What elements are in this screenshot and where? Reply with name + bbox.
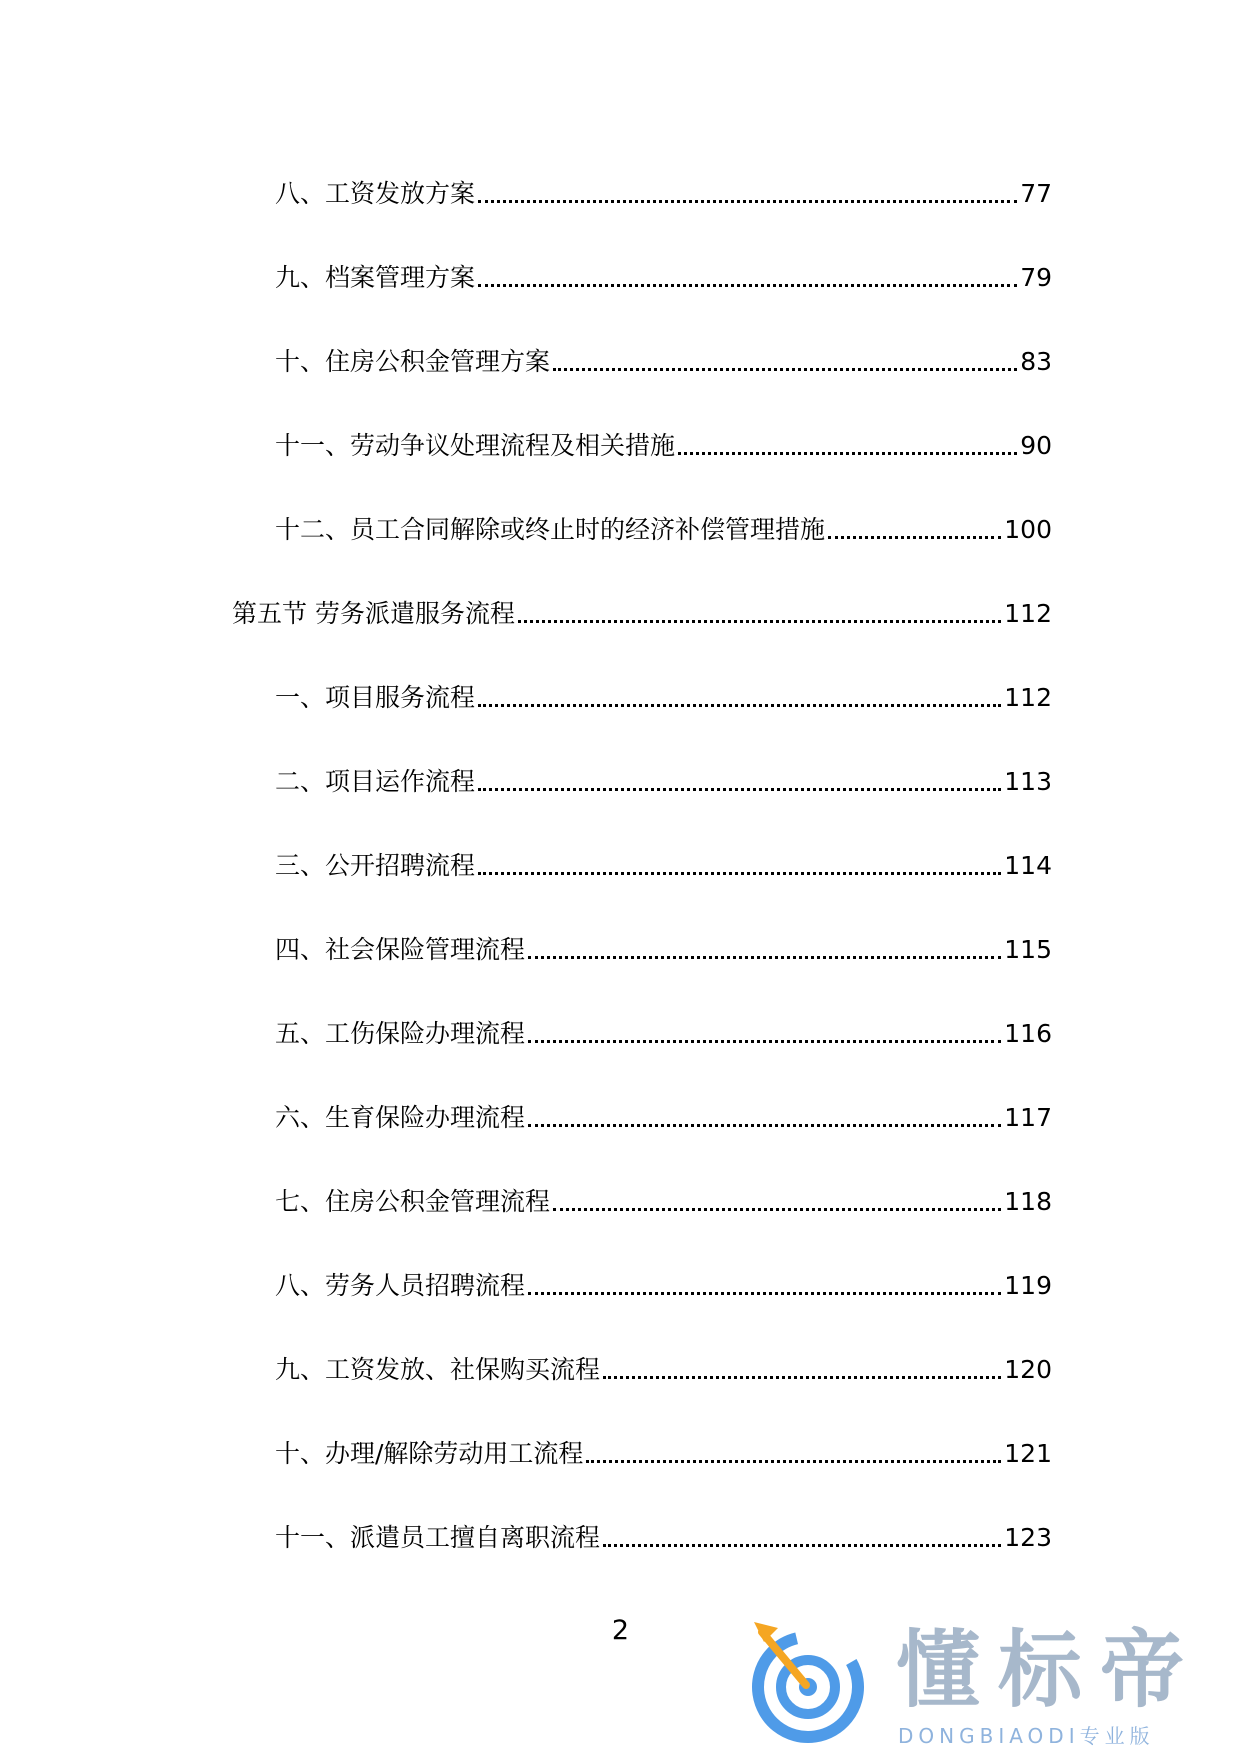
toc-entry-label: 第五节 劳务派遣服务流程: [232, 599, 515, 628]
dot-leader: [553, 1208, 1001, 1211]
dot-leader: [828, 536, 1001, 539]
toc-entry-page: 117: [1004, 1103, 1052, 1132]
dot-leader: [603, 1376, 1001, 1379]
dot-leader: [478, 872, 1001, 875]
toc-entry[interactable]: [275, 758, 1052, 798]
page-number: 2: [611, 1615, 630, 1646]
toc-entry-page: 118: [1004, 1187, 1052, 1216]
toc-entry-page: 77: [1020, 179, 1052, 208]
toc-entry-label: 一、项目服务流程: [275, 683, 476, 712]
toc-entry-label: 十、办理/解除劳动用工流程: [275, 1439, 584, 1468]
brand-subtitle: DONGBIAODI专业版: [898, 1724, 1155, 1748]
dot-leader: [478, 200, 1017, 203]
toc-entry-label: 九、档案管理方案: [275, 263, 476, 292]
toc-entry-label: 十二、员工合同解除或终止时的经济补偿管理措施: [275, 515, 826, 544]
toc-entry[interactable]: [275, 338, 1052, 378]
brand-name: 懂标帝: [896, 1621, 1203, 1719]
toc-entry-label: 三、公开招聘流程: [275, 851, 476, 880]
dot-leader: [586, 1460, 1001, 1463]
dot-leader: [603, 1544, 1001, 1547]
brand-watermark: [748, 1612, 1228, 1747]
toc-entry[interactable]: [275, 1262, 1052, 1302]
toc-entry[interactable]: [275, 422, 1052, 462]
toc-section-entry[interactable]: [232, 590, 1052, 630]
toc-entry[interactable]: [275, 842, 1052, 882]
toc-entry[interactable]: [275, 1346, 1052, 1386]
dot-leader: [478, 704, 1001, 707]
toc-entry-page: 120: [1004, 1355, 1052, 1384]
toc-entry-page: 100: [1004, 515, 1052, 544]
dot-leader: [528, 1124, 1001, 1127]
toc-entry[interactable]: [275, 674, 1052, 714]
toc-entry-page: 121: [1004, 1439, 1052, 1468]
toc-entry-label: 十一、派遣员工擅自离职流程: [275, 1523, 601, 1552]
target-arrow-icon: [748, 1612, 868, 1747]
toc-entry-label: 六、生育保险办理流程: [275, 1103, 526, 1132]
toc-entry[interactable]: [275, 1430, 1052, 1470]
toc-entry-label: 二、项目运作流程: [275, 767, 476, 796]
toc-entry-page: 114: [1004, 851, 1052, 880]
toc-entry-label: 十一、劳动争议处理流程及相关措施: [275, 431, 676, 460]
toc-entry-label: 四、社会保险管理流程: [275, 935, 526, 964]
toc-entry[interactable]: [275, 170, 1052, 210]
toc-entry[interactable]: [275, 1178, 1052, 1218]
toc-entry-page: 79: [1020, 263, 1052, 292]
toc-entry-label: 七、住房公积金管理流程: [275, 1187, 551, 1216]
dot-leader: [518, 620, 1001, 623]
dot-leader: [528, 1040, 1001, 1043]
toc-entry[interactable]: [275, 926, 1052, 966]
toc-entry-page: 123: [1004, 1523, 1052, 1552]
toc-entry-page: 90: [1020, 431, 1052, 460]
toc-entry[interactable]: [275, 254, 1052, 294]
toc-entry-label: 五、工伤保险办理流程: [275, 1019, 526, 1048]
toc-entry[interactable]: [275, 1010, 1052, 1050]
dot-leader: [553, 368, 1017, 371]
toc-entry-page: 115: [1004, 935, 1052, 964]
dot-leader: [678, 452, 1017, 455]
dot-leader: [478, 284, 1017, 287]
dot-leader: [528, 1292, 1001, 1295]
toc-entry[interactable]: [275, 1094, 1052, 1134]
toc-entry-page: 83: [1020, 347, 1052, 376]
toc-entry-page: 112: [1004, 599, 1052, 628]
toc-entry-page: 113: [1004, 767, 1052, 796]
toc-entry-label: 八、工资发放方案: [275, 179, 476, 208]
toc-entry-label: 九、工资发放、社保购买流程: [275, 1355, 601, 1384]
toc-entry[interactable]: [275, 506, 1052, 546]
toc-entry-page: 112: [1004, 683, 1052, 712]
toc-entry-label: 八、劳务人员招聘流程: [275, 1271, 526, 1300]
dot-leader: [528, 956, 1001, 959]
dot-leader: [478, 788, 1001, 791]
toc-entry-page: 119: [1004, 1271, 1052, 1300]
toc-entry[interactable]: [275, 1514, 1052, 1554]
toc-entry-label: 十、住房公积金管理方案: [275, 347, 551, 376]
toc-entry-page: 116: [1004, 1019, 1052, 1048]
